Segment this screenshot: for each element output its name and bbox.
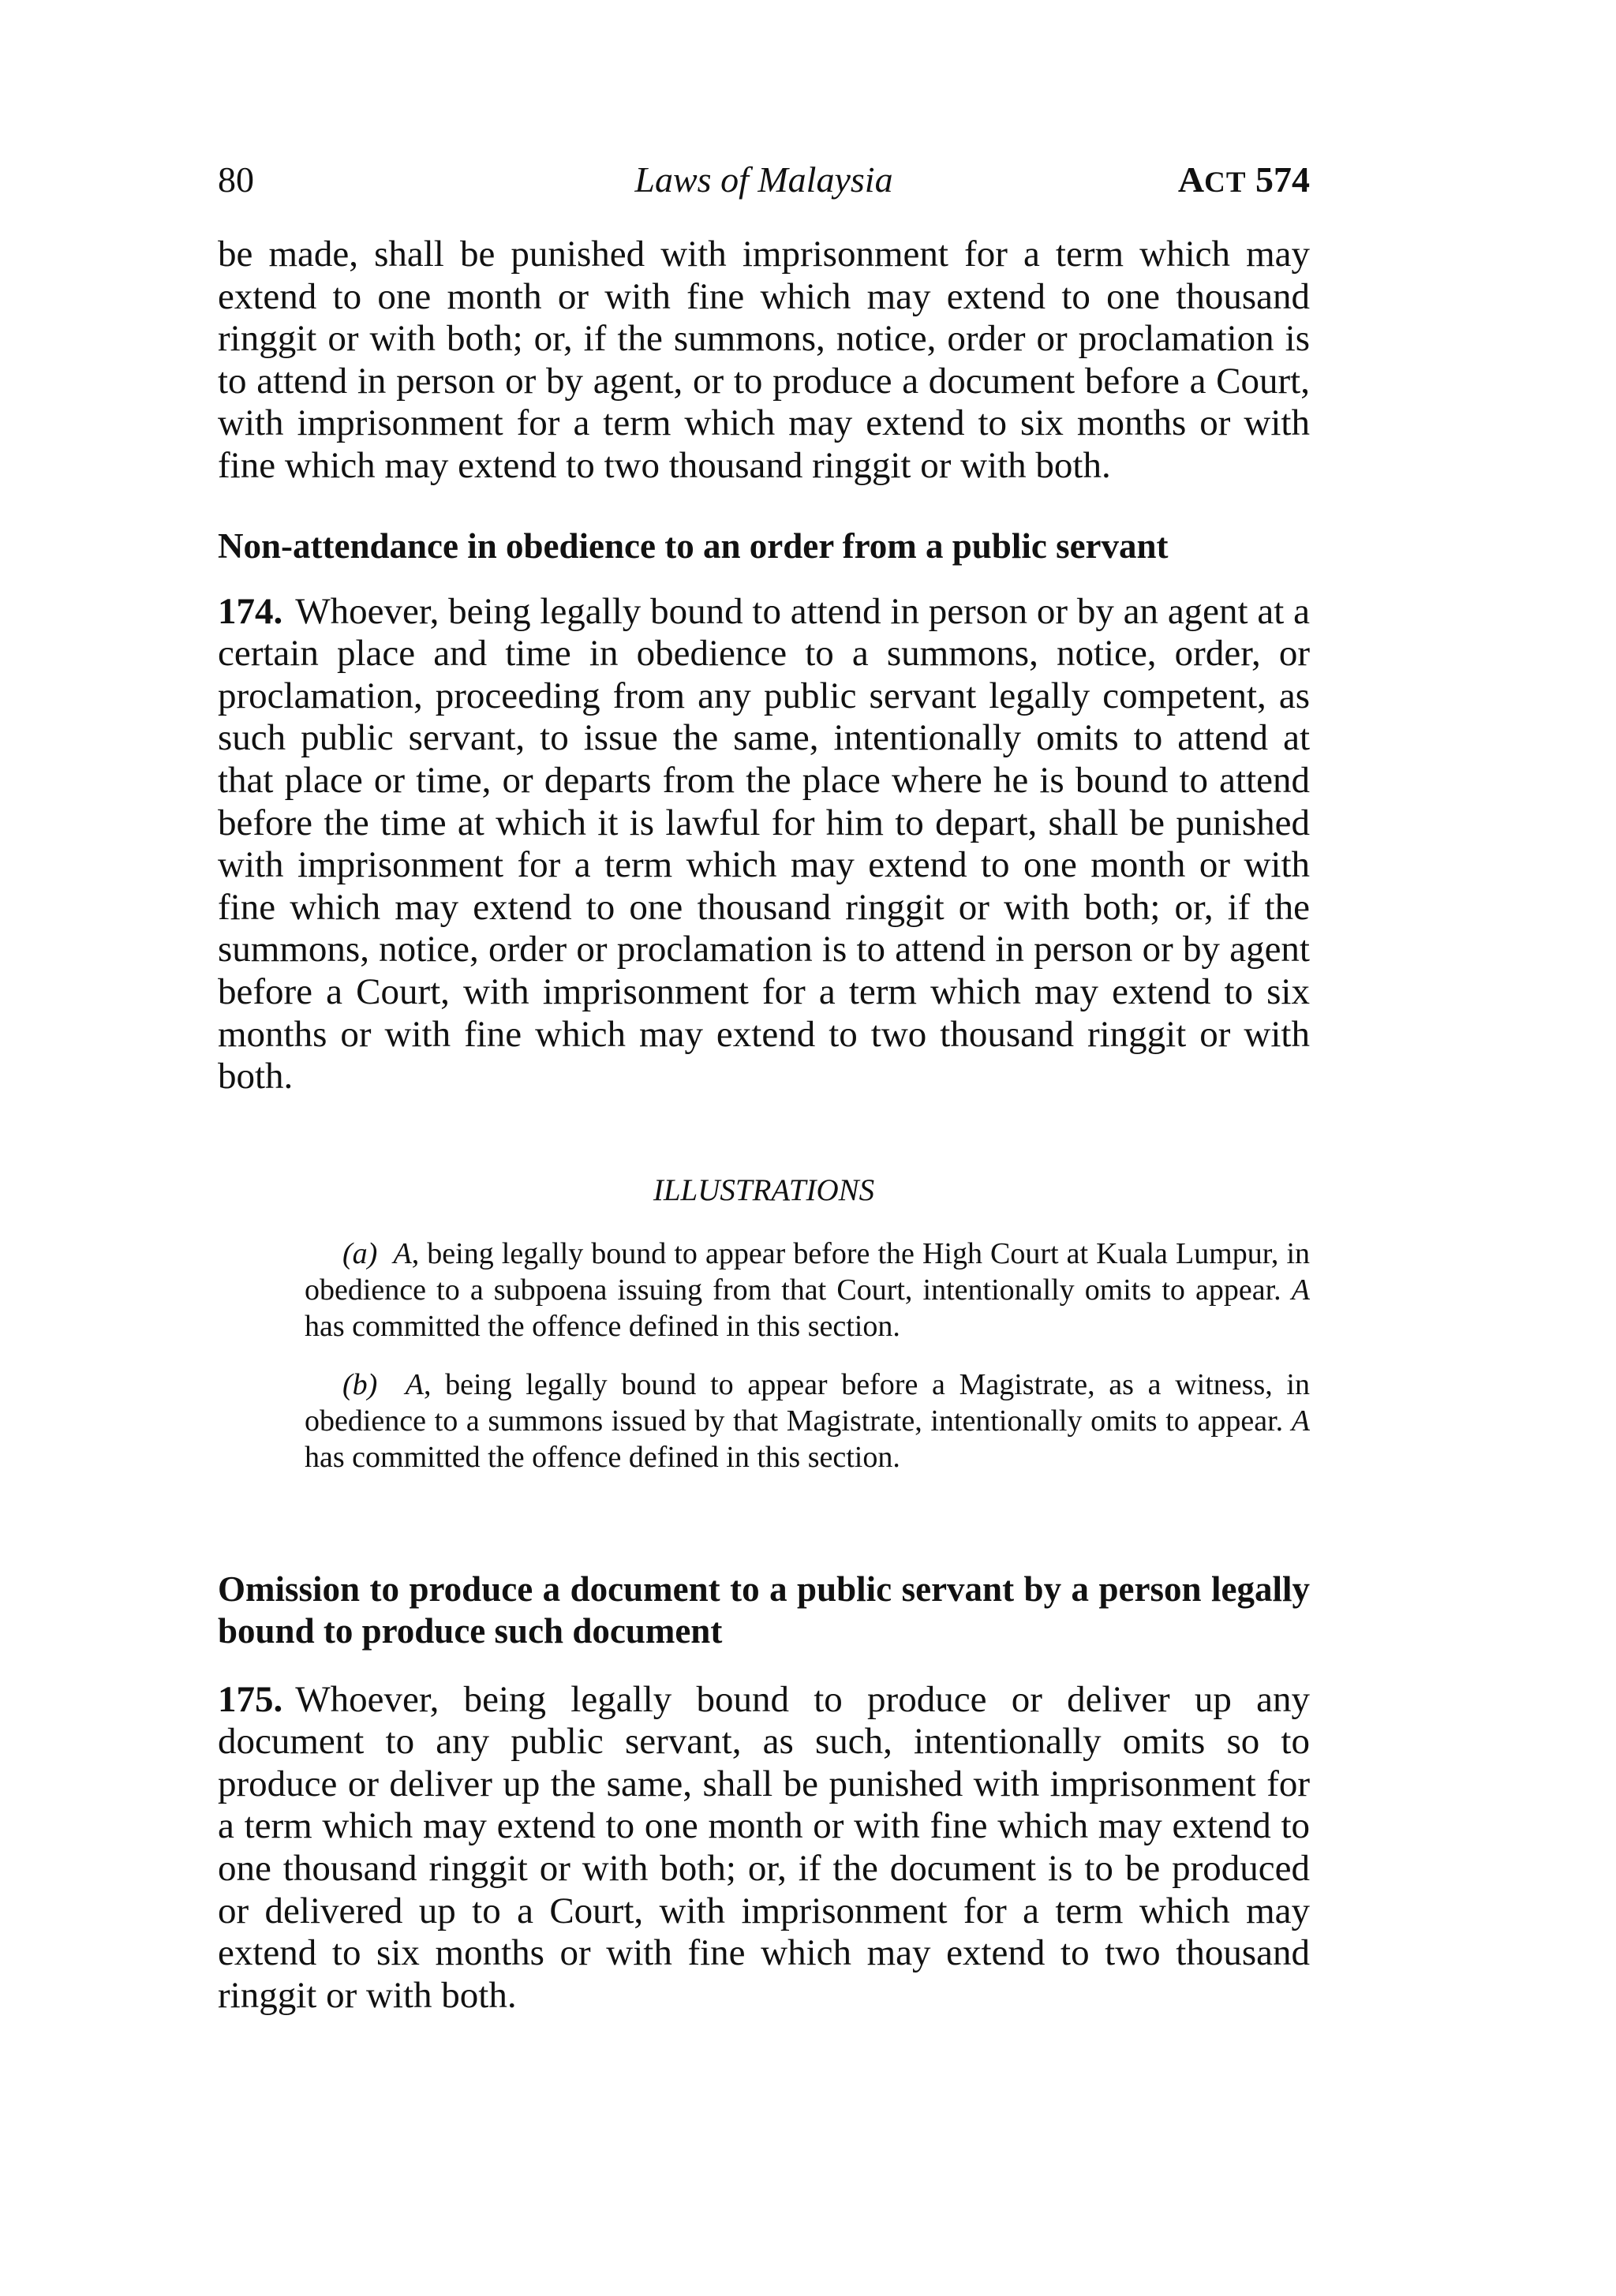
illustrations-title: ILLUSTRATIONS [653,1172,875,1207]
page-number: 80 [218,159,254,200]
act-label [1178,155,1310,208]
document-page [218,155,1310,2017]
running-header [218,155,1310,205]
illustration-a-label: (a) [342,1236,378,1270]
illustration-b-actor: A [405,1367,424,1401]
section-174-heading: Non-attendance in obedience to an order from a public servant [218,525,1169,566]
act-prefix: A [1177,159,1205,200]
illustration-a-actor: A [393,1236,412,1270]
section-174-number: 174. [218,590,283,632]
section-175-body [218,1679,1310,2017]
illustration-a-actor-2: A [1291,1273,1310,1307]
illustration-b [305,1367,1310,1475]
illustration-a-text-1: , being legally bound to appear before the High Court at Kuala Lumpur, in obedience to a subpoena issuing from that Court, intentionally omits to appear. [305,1236,1311,1307]
book-title: Laws of Malaysia [634,159,893,200]
section-175-text: Whoever, being legally bound to produce or deliver up any document to any public servant, as such, intentionally omits so to produce or deliver up the same, shall be punished with imprisonment for a term which may extend to one month or with fine which may extend to one thousand ringgit or with both; or, if the document is to be produced or delivered up to a Court, with imprisonment for a term which may extend to six months or with fine which may extend to two thousand ringgit or with both. [218,1678,1310,2016]
continued-paragraph: be made, shall be punished with imprisonment for a term which may extend to one month or with fine which may extend to one thousand ringgit or with both; or, if the summons, notice, order or proclamation is to attend in person or by agent, or to produce a document before a Court, with imprisonment for a term which may extend to six months or with fine which may extend to two thousand ringgit or with both. [218,234,1310,486]
illustration-b-text-1: , being legally bound to appear before a Magistrate, as a witness, in obedience to a summons issued by that Magistrate, intentionally omits to appear. [305,1367,1310,1438]
act-number: 574 [1246,159,1310,200]
illustration-b-text-2: has committed the offence defined in this section. [305,1440,900,1474]
section-175-number: 175. [218,1678,283,1720]
illustration-b-actor-2: A [1291,1404,1310,1438]
illustration-a [305,1236,1310,1344]
section-174-text: Whoever, being legally bound to attend in person or by an agent at a certain place and time in obedience to a summons, notice, order, or proclamation, proceeding from any public servant legally competent, as such public servant, to issue the same, intentionally omits to attend at that place or time, or departs from the place where he is bound to attend before the time at which it is lawful for him to depart, shall be punished with imprisonment for a term which may extend to one month or with fine which may extend to one thousand ringgit or with both; or, if the summons, notice, order or proclamation is to attend in person or by agent before a Court, with imprisonment for a term which may extend to six months or with fine which may extend to two thousand ringgit or with both. [218,590,1310,1098]
section-174-body [218,591,1310,1098]
illustration-b-label: (b) [342,1367,378,1401]
illustration-a-text-2: has committed the offence defined in this section. [305,1309,900,1343]
act-small-caps: CT [1204,166,1247,199]
section-175-heading: Omission to produce a document to a public servant by a person legally bound to produce such document [218,1569,1310,1651]
